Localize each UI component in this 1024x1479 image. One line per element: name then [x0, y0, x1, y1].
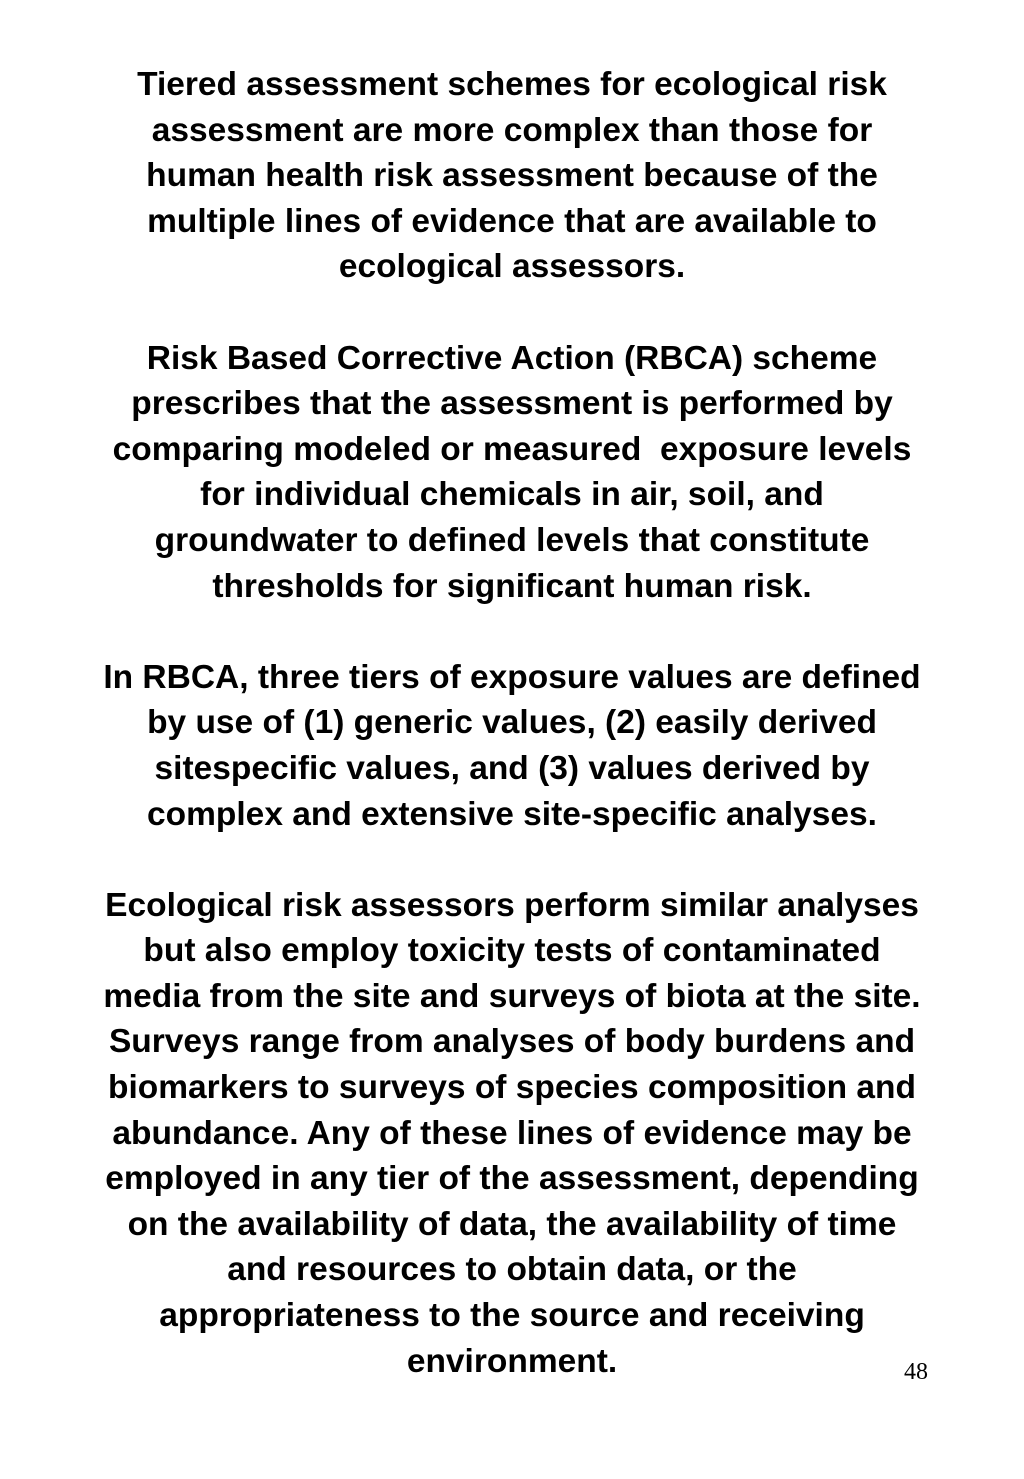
text-line: In RBCA, three tiers of exposure values are defined — [103, 658, 921, 696]
text-line: human health risk assessment because of the — [146, 157, 878, 195]
text-line: sitespecific values, and (3) values derived by — [154, 749, 870, 787]
page-number: 48 — [904, 1359, 928, 1385]
paragraph-rbca-tiers — [40, 655, 984, 837]
text-line: appropriateness to the source and receiving — [159, 1297, 865, 1335]
text-line: and resources to obtain data, or the — [227, 1251, 797, 1289]
text-line: employed in any tier of the assessment, depending — [105, 1160, 919, 1198]
text-line: Risk Based Corrective Action (RBCA) scheme — [146, 339, 878, 377]
paragraph-tiered-assessment — [40, 62, 984, 290]
text-line: assessment are more complex than those for — [151, 111, 873, 149]
text-line: prescribes that the assessment is performed by — [131, 385, 893, 423]
text-line: environment. — [406, 1342, 618, 1380]
text-line: but also employ toxicity tests of contaminated — [143, 932, 881, 970]
text-line: groundwater to defined levels that constitute — [154, 521, 870, 559]
text-line: thresholds for significant human risk. — [212, 567, 812, 605]
text-line: biomarkers to surveys of species composition and — [108, 1069, 916, 1107]
text-line: Tiered assessment schemes for ecological risk — [137, 66, 887, 103]
text-line: comparing modeled or measured exposure levels — [112, 430, 912, 468]
document-body — [40, 62, 984, 1384]
text-line: abundance. Any of these lines of evidence may be — [112, 1114, 912, 1152]
text-line: complex and extensive site-specific analyses. — [147, 795, 877, 833]
text-line: Ecological risk assessors perform similar analyses — [105, 886, 919, 924]
text-line: Surveys range from analyses of body burdens and — [108, 1023, 916, 1061]
paragraph-ecological-assessors — [40, 883, 984, 1385]
text-line: by use of (1) generic values, (2) easily derived — [147, 704, 877, 742]
text-line: for individual chemicals in air, soil, and — [200, 476, 824, 514]
paragraph-rbca-scheme — [40, 336, 984, 610]
text-line: ecological assessors. — [338, 248, 686, 286]
text-line: on the availability of data, the availability of time — [127, 1205, 897, 1243]
text-line: multiple lines of evidence that are available to — [147, 202, 877, 240]
text-line: media from the site and surveys of biota at the site. — [103, 977, 921, 1015]
